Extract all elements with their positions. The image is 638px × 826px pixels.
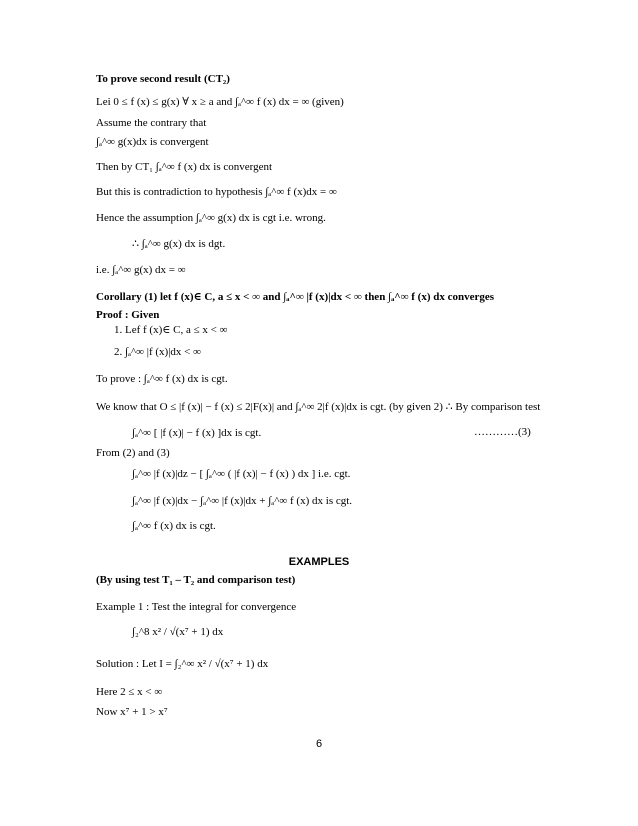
- section-title: To prove second result (CT₂): [96, 73, 230, 85]
- equation-ref-3: …………(3): [474, 426, 531, 438]
- therefore-dgt-line: ∴ ∫ₐ^∞ g(x) dx is dgt.: [132, 238, 226, 250]
- corollary-line: [96, 290, 494, 304]
- solution-line: Solution : Let I = ∫₂^∞ x² / √(x⁷ + 1) dx: [96, 658, 269, 670]
- ct1-line: Then by CT₁ ∫ₐ^∞ f (x) dx is convergent: [96, 161, 273, 173]
- contradiction-line: But this is contradiction to hypothesis ∫ₐ^∞ f (x)dx = ∞: [96, 186, 337, 198]
- here-line: Here 2 ≤ x < ∞: [96, 686, 163, 698]
- ie-infinity-line: i.e. ∫ₐ^∞ g(x) dx = ∞: [96, 264, 186, 276]
- given-item-1: 1. Lef f (x)∈ C, a ≤ x < ∞: [114, 324, 228, 336]
- example-1-line: Example 1 : Test the integral for convergence: [96, 601, 297, 613]
- now-line: Now x⁷ + 1 > x⁷: [96, 706, 168, 718]
- example-integral: ∫₂^8 x² / √(x⁷ + 1) dx: [132, 626, 224, 638]
- bracket-cgt-line: ∫ₐ^∞ [ |f (x)| − f (x) ]dx is cgt.: [132, 427, 262, 439]
- examples-heading: EXAMPLES: [288, 556, 350, 568]
- difference-line: ∫ₐ^∞ |f (x)|dz − [ ∫ₐ^∞ ( |f (x)| − f (x) ) dx ] i.e. cgt.: [132, 468, 351, 480]
- premise-line: Lei 0 ≤ f (x) ≤ g(x) ∀ x ≥ a and ∫ₐ^∞ f (x) dx = ∞ (given): [96, 96, 344, 108]
- proof-heading: Proof : Given: [96, 309, 160, 321]
- examples-subtitle: (By using test T₁ – T₂ and comparison test): [96, 574, 296, 586]
- to-prove-line: To prove : ∫ₐ^∞ f (x) dx is cgt.: [96, 373, 228, 385]
- we-know-line: We know that O ≤ |f (x)| − f (x) ≤ 2|F(x)| and ∫ₐ^∞ 2|f (x)|dx is cgt. (by given 2) ∴ By comparison test: [96, 401, 541, 413]
- given-item-2: 2. ∫ₐ^∞ |f (x)|dx < ∞: [114, 346, 201, 358]
- assume-line: Assume the contrary that: [96, 117, 207, 129]
- corollary-text: Corollary (1) let f (x)∈ C, a ≤ x < ∞ and ∫ₐ^∞ |f (x)|dx < ∞ then ∫ₐ^∞ f (x) dx converges: [96, 291, 495, 303]
- convergent-line: ∫ₐ^∞ g(x)dx is convergent: [96, 136, 209, 148]
- from-2-3-line: From (2) and (3): [96, 447, 170, 459]
- conclusion-line: ∫ₐ^∞ f (x) dx is cgt.: [132, 520, 216, 532]
- assumption-wrong-line: Hence the assumption ∫ₐ^∞ g(x) dx is cgt i.e. wrong.: [96, 212, 326, 224]
- page-number: 6: [315, 738, 323, 750]
- expanded-line: ∫ₐ^∞ |f (x)|dx − ∫ₐ^∞ |f (x)|dx + ∫ₐ^∞ f (x) dx is cgt.: [132, 495, 353, 507]
